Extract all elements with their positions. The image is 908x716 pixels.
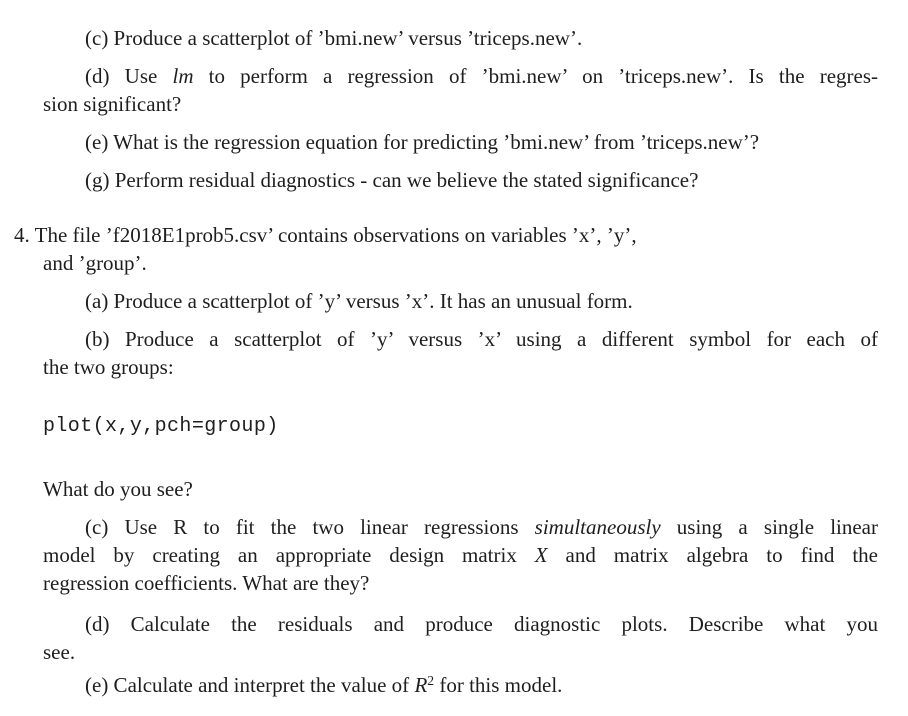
- text-run: using a single linear: [660, 515, 878, 539]
- math-var-r: R: [414, 673, 428, 697]
- text-run: (g) Perform residual diagnostics - can we believe the stated significance?: [85, 168, 699, 192]
- superscript-2: 2: [427, 673, 435, 688]
- q4b-line2: [43, 353, 878, 381]
- text-run: (d) Calculate the residuals and produce diagnostic plots. Describe what you: [85, 612, 878, 636]
- q3g-line: [43, 166, 878, 194]
- q3d-line1: [43, 62, 878, 90]
- q4-intro-line2: [43, 249, 878, 277]
- q3c-line: [43, 24, 878, 52]
- text-run: for this model.: [434, 673, 563, 697]
- q4b-line1: [43, 325, 878, 353]
- text-run: (a) Produce a scatterplot of ’y’ versus ’x’. It has an unusual form.: [85, 289, 633, 313]
- q3d-line2: [43, 90, 878, 118]
- text-run: What do you see?: [43, 477, 193, 501]
- text-run: model by creating an appropriate design matrix: [43, 543, 535, 567]
- q4b-question-line: [43, 475, 878, 503]
- q4-intro-line1: [14, 221, 878, 249]
- text-run: (c) Produce a scatterplot of ’bmi.new’ versus ’triceps.new’.: [85, 26, 583, 50]
- text-run: (b) Produce a scatterplot of ’y’ versus ’x’ using a different symbol for each of: [85, 327, 878, 351]
- q4c-line1: [43, 513, 878, 541]
- text-run: (e) What is the regression equation for predicting ’bmi.new’ from ’triceps.new’?: [85, 130, 760, 154]
- italic-lm: lm: [172, 64, 194, 88]
- italic-simultaneously: simultaneously: [534, 515, 661, 539]
- text-run: regression coefficients. What are they?: [43, 571, 370, 595]
- q4e-line: [43, 671, 878, 699]
- text-run: the two groups:: [43, 355, 174, 379]
- text-run: 4. The file ’f2018E1prob5.csv’ contains observations on variables ’x’, ’y’,: [14, 223, 637, 247]
- text-run: and matrix algebra to find the: [547, 543, 878, 567]
- math-var-x: X: [534, 543, 548, 567]
- text-run: (d) Use: [85, 64, 173, 88]
- q4c-line2: [43, 541, 878, 569]
- text-run: (c) Use R to fit the two linear regressions: [85, 515, 535, 539]
- code-text-run: plot(x,y,pch=group): [43, 415, 279, 438]
- text-run: (e) Calculate and interpret the value of: [85, 673, 415, 697]
- text-run: and ’group’.: [43, 251, 147, 275]
- q4d-line1: [43, 610, 878, 638]
- text-run: see.: [43, 640, 76, 664]
- code-plot-command: [43, 413, 878, 441]
- q4a-line: [43, 287, 878, 315]
- q4c-line3: [43, 569, 878, 597]
- q4d-line2: [43, 638, 878, 666]
- text-run: sion significant?: [43, 92, 182, 116]
- text-run: to perform a regression of ’bmi.new’ on ’triceps.new’. Is the regres-: [193, 64, 878, 88]
- q3e-line: [43, 128, 878, 156]
